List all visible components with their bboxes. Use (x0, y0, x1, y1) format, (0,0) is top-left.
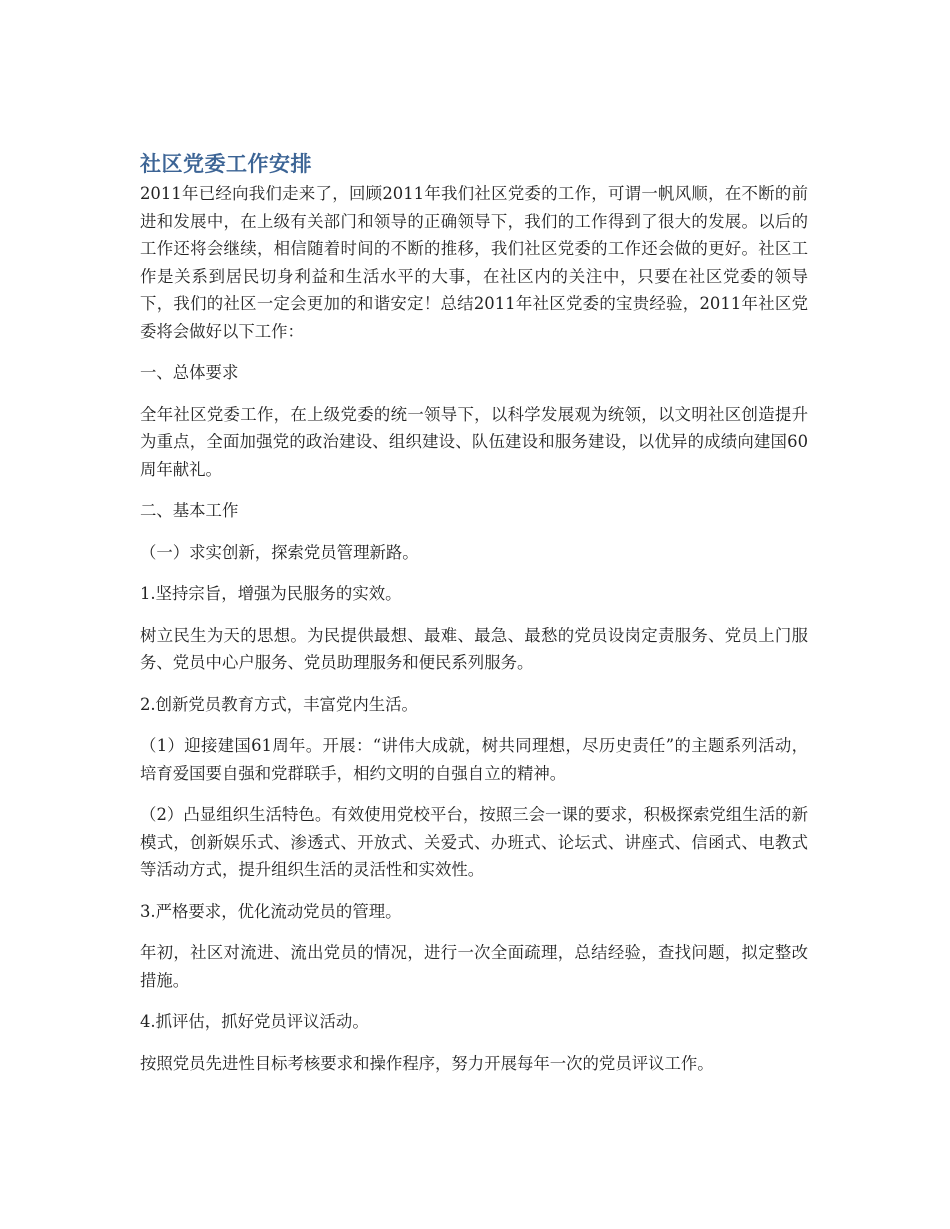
item-heading-1: 1.坚持宗旨，增强为民服务的实效。 (140, 584, 402, 603)
document-title: 社区党委工作安排 (140, 152, 312, 176)
item-text-3: 年初，社区对流进、流出党员的情况，进行一次全面疏理，总结经验，查找问题，拟定整改措施。 (140, 943, 808, 990)
intro-paragraph: 2011年已经向我们走来了，回顾2011年我们社区党委的工作，可谓一帆风顺，在不断的前进和发展中，在上级有关部门和领导的正确领导下，我们的工作得到了很大的发展。以后的工作还将会继续，相信随着时间的不断的推移，我们社区党委的工作还会做的更好。社区工作是关系到居民切身利益和生活水平的大事，在社区内的关注中，只要在社区党委的领导下，我们的社区一定会更加的和谐安定！总结2011年社区党委的宝贵经验，2011年社区党委将会做好以下工作： (140, 184, 808, 341)
item-text-4: 按照党员先进性目标考核要求和操作程序，努力开展每年一次的党员评议工作。 (140, 1053, 714, 1073)
item-heading-3: 3.严格要求，优化流动党员的管理。 (140, 901, 402, 921)
item-heading-2: 2.创新党员教育方式，丰富党内生活。 (140, 694, 418, 714)
subsection-heading: （一）求实创新，探索党员管理新路。 (140, 542, 419, 562)
item-point-2-2: （2）凸显组织生活特色。有效使用党校平台，按照三会一课的要求，积极探索党组生活的新模式，创新娱乐式、渗透式、开放式、关爱式、办班式、论坛式、讲座式、信函式、电教式等活动方式，提升组织生活的灵活性和实效性。 (140, 805, 808, 879)
section-heading-basic: 二、基本工作 (140, 501, 239, 520)
section-overall-text: 全年社区党委工作，在上级党委的统一领导下，以科学发展观为统领，以文明社区创造提升为重点，全面加强党的政治建设、组织建设、队伍建设和服务建设，以优异的成绩向建国60周年献礼。 (140, 404, 808, 479)
section-heading-overall: 一、总体要求 (140, 363, 239, 382)
item-text-1: 树立民生为天的思想。为民提供最想、最难、最急、最愁的党员设岗定责服务、党员上门服务、党员中心户服务、党员助理服务和便民系列服务。 (140, 625, 808, 672)
item-heading-4: 4.抓评估，抓好党员评议活动。 (140, 1012, 369, 1031)
document-page (140, 148, 808, 1077)
item-point-2-1: （1）迎接建国61周年。开展：“讲伟大成就，树共同理想，尽历史责任”的主题系列活动，培育爱国要自强和党群联手，相约文明的自强自立的精神。 (140, 736, 808, 783)
